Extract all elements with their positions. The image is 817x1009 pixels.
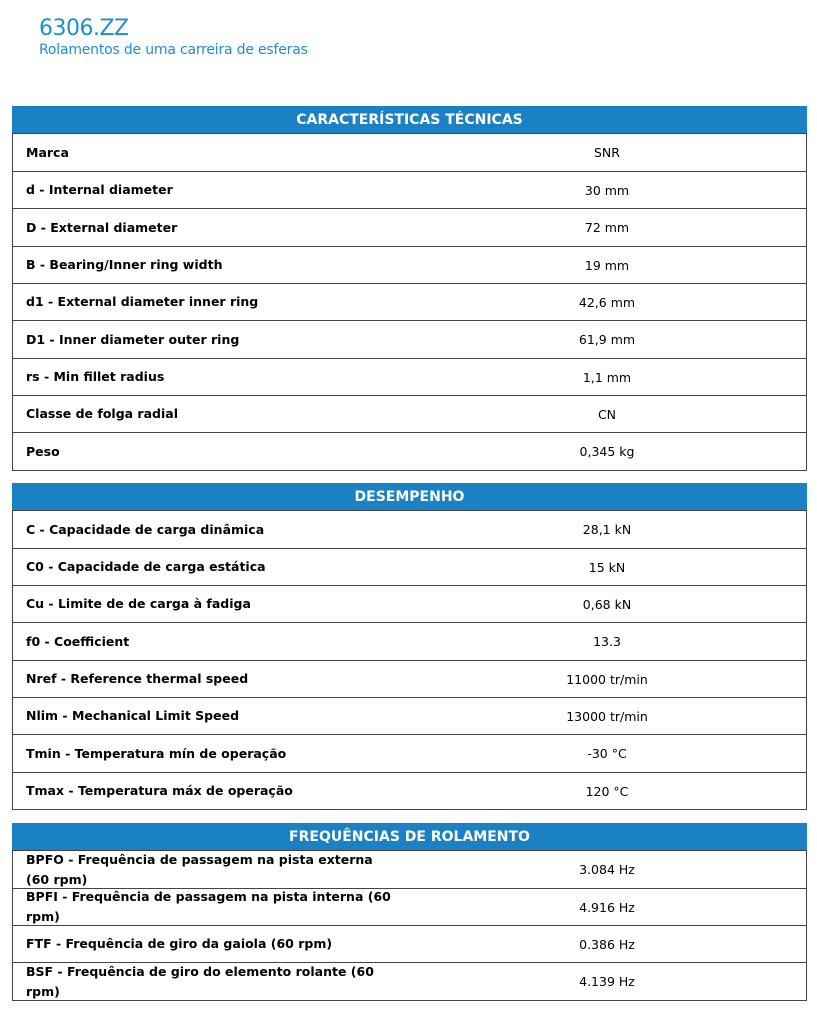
row-label: C0 - Capacidade de carga estática: [26, 559, 266, 574]
section-table: [12, 510, 807, 810]
row-value: 19 mm: [584, 257, 630, 273]
section-heading: DESEMPENHO: [12, 483, 807, 510]
table-row: [13, 622, 806, 660]
row-value: 120 °C: [585, 783, 629, 799]
row-value: 61,9 mm: [578, 332, 636, 347]
page-header: [39, 16, 308, 58]
table-row: [13, 697, 806, 734]
row-label: Tmax - Temperatura máx de operação: [26, 783, 293, 798]
row-value: 28,1 kN: [582, 522, 632, 537]
row-value: SNR: [594, 145, 620, 160]
table-row: [13, 850, 806, 888]
row-label: d - Internal diameter: [26, 182, 173, 197]
section-technical: [12, 106, 807, 471]
section-table: [12, 850, 807, 1001]
table-row: [13, 510, 806, 548]
row-value: -30 °C: [587, 746, 627, 761]
row-value: 30 mm: [584, 182, 630, 198]
table-row: [13, 772, 806, 809]
row-value: 0.386 Hz: [579, 936, 635, 952]
table-row: [13, 734, 806, 772]
row-value: 13.3: [593, 634, 621, 649]
row-value: 1,1 mm: [582, 369, 632, 385]
row-label: BPFI - Frequência de passagem na pista interna (60 rpm): [26, 889, 391, 924]
row-label: D - External diameter: [26, 219, 178, 235]
row-value: 72 mm: [584, 220, 630, 235]
row-label: Classe de folga radial: [26, 406, 178, 421]
table-row: [13, 246, 806, 283]
table-row: [13, 208, 806, 246]
row-value: 11000 tr/min: [566, 671, 648, 687]
row-value: 3.084 Hz: [579, 862, 635, 877]
row-label: BPFO - Frequência de passagem na pista externa (60 rpm): [26, 851, 373, 887]
table-row: [13, 962, 806, 1000]
row-label: Peso: [26, 443, 60, 459]
row-label: Nref - Reference thermal speed: [26, 671, 249, 686]
product-title: 6306.ZZ: [39, 16, 129, 41]
row-label: BSF - Frequência de giro do elemento rolante (60 rpm): [26, 963, 374, 999]
row-value: 15 kN: [588, 559, 626, 575]
row-label: f0 - Coefficient: [26, 633, 130, 649]
table-row: [13, 585, 806, 622]
row-value: 42,6 mm: [578, 294, 636, 310]
row-label: Marca: [26, 144, 69, 160]
row-label: D1 - Inner diameter outer ring: [26, 331, 240, 347]
row-label: rs - Min fillet radius: [26, 369, 165, 384]
table-row: [13, 133, 806, 171]
row-value: 4.139 Hz: [579, 974, 635, 989]
row-label: B - Bearing/Inner ring width: [26, 257, 223, 272]
section-table: [12, 133, 807, 471]
table-row: [13, 548, 806, 585]
row-value: 0,68 kN: [582, 596, 632, 612]
section-performance: [12, 483, 807, 810]
table-row: [13, 395, 806, 432]
table-row: [13, 660, 806, 697]
row-label: Cu - Limite de de carga à fadiga: [26, 596, 251, 611]
table-row: [13, 283, 806, 320]
row-value: 4.916 Hz: [579, 899, 635, 915]
table-row: [13, 171, 806, 208]
row-label: d1 - External diameter inner ring: [26, 294, 259, 309]
table-row: [13, 888, 806, 925]
row-label: C - Capacidade de carga dinâmica: [26, 521, 265, 537]
row-value: CN: [597, 406, 617, 422]
section-heading: FREQUÊNCIAS DE ROLAMENTO: [12, 823, 807, 850]
row-label: FTF - Frequência de giro da gaiola (60 rpm): [26, 936, 333, 951]
table-row: [13, 358, 806, 395]
row-value: 0,345 kg: [579, 444, 635, 459]
table-row: [13, 925, 806, 962]
row-label: Tmin - Temperatura mín de operação: [26, 745, 287, 761]
section-frequencies: [12, 823, 807, 1001]
product-subtitle: Rolamentos de uma carreira de esferas: [39, 42, 308, 58]
row-label: Nlim - Mechanical Limit Speed: [26, 708, 240, 723]
table-row: [13, 320, 806, 358]
section-heading: CARACTERÍSTICAS TÉCNICAS: [12, 106, 807, 133]
row-value: 13000 tr/min: [566, 708, 648, 724]
table-row: [13, 432, 806, 470]
